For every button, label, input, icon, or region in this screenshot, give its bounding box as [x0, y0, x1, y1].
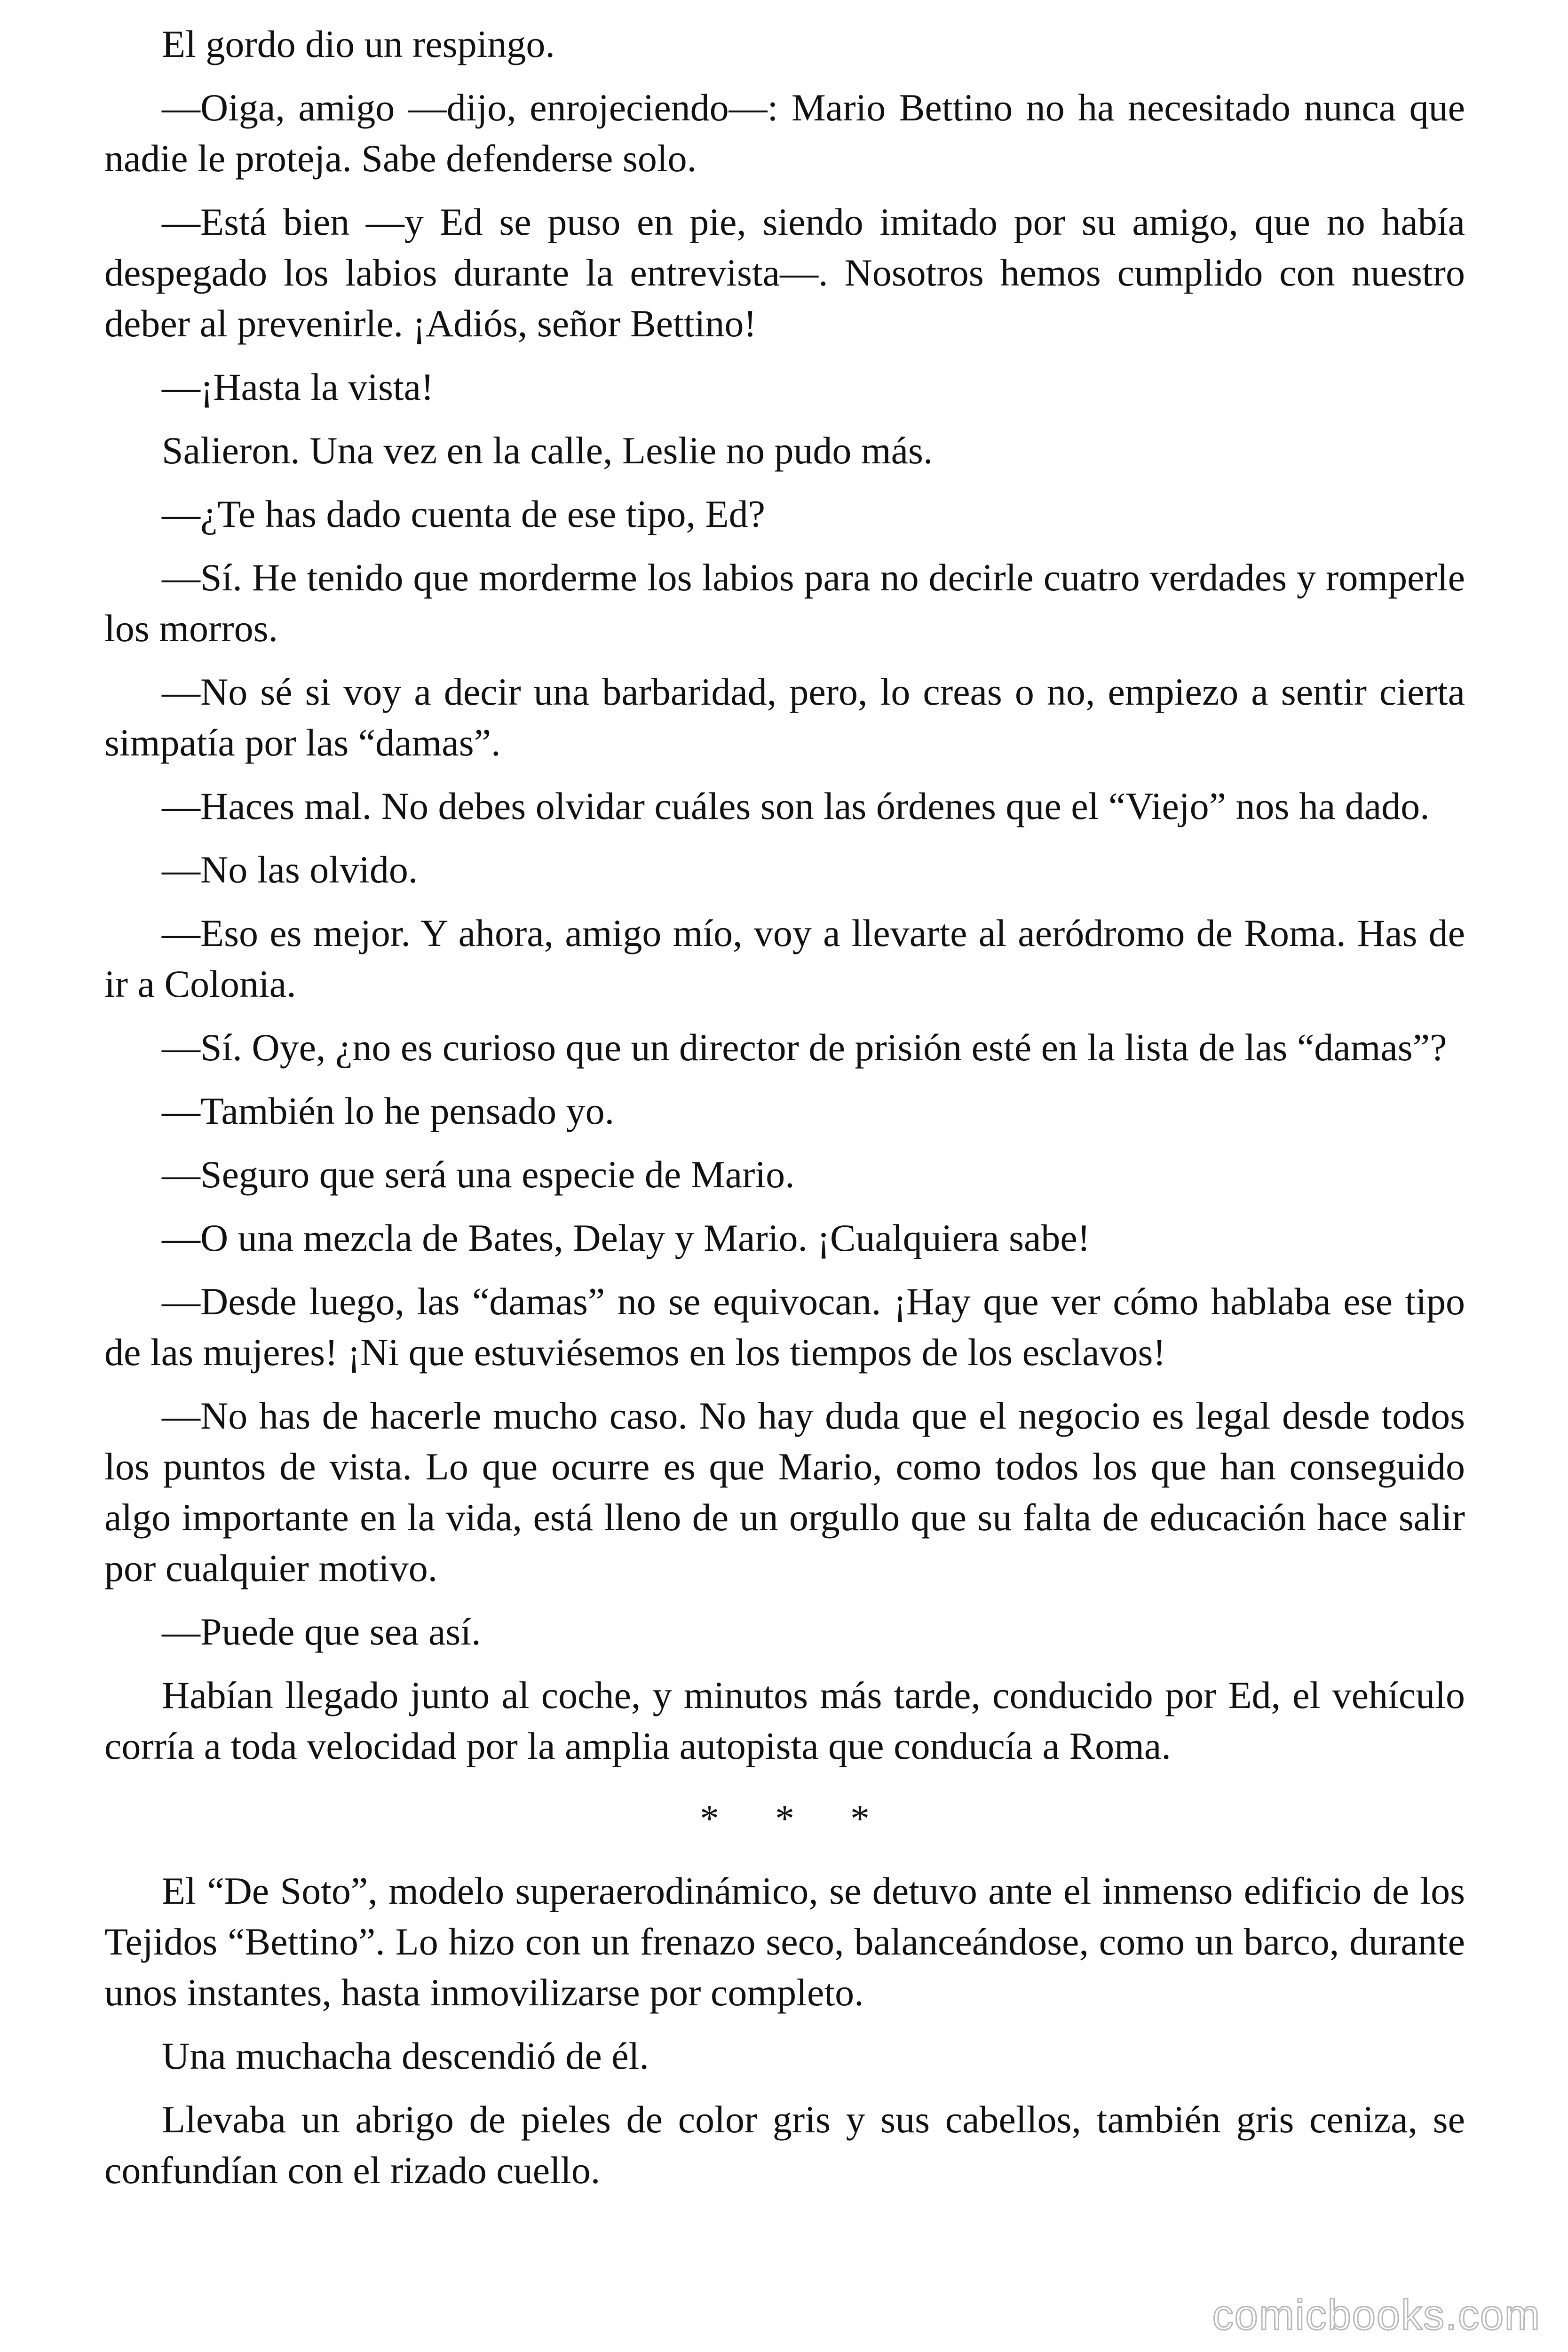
- paragraph: —Desde luego, las “damas” no se equivocan. ¡Hay que ver cómo hablaba ese tipo de las mujeres! ¡Ni que estuviésemos en los tiempos de los esclavos!: [104, 1280, 1465, 1374]
- paragraph: Una muchacha descendió de él.: [162, 2034, 649, 2077]
- paragraph: El “De Soto”, modelo superaerodinámico, se detuvo ante el inmenso edificio de los Tejidos “Bettino”. Lo hizo con un frenazo seco, balanceándose, como un barco, durante unos instantes, hasta inmovilizarse por completo.: [104, 1869, 1465, 2014]
- paragraph: Habían llegado junto al coche, y minutos más tarde, conducido por Ed, el vehículo corría a toda velocidad por la amplia autopista que conducía a Roma.: [104, 1674, 1465, 1767]
- watermark: comicbooks.com: [1212, 2292, 1541, 2339]
- paragraph: —No sé si voy a decir una barbaridad, pero, lo creas o no, empiezo a sentir cierta simpatía por las “damas”.: [104, 670, 1465, 764]
- paragraph: —O una mezcla de Bates, Delay y Mario. ¡Cualquiera sabe!: [162, 1216, 1091, 1259]
- paragraph: El gordo dio un respingo.: [162, 23, 555, 65]
- paragraph: —Seguro que será una especie de Mario.: [162, 1153, 795, 1196]
- section-separator: [104, 1793, 1465, 1844]
- separator-asterisk: *: [775, 1797, 794, 1840]
- paragraph: —Sí. Oye, ¿no es curioso que un director de prisión esté en la lista de las “damas”?: [162, 1026, 1447, 1069]
- paragraph: —No has de hacerle mucho caso. No hay duda que el negocio es legal desde todos los puntos de vista. Lo que ocurre es que Mario, como todos los que han conseguido algo importante en la vida, está lleno de un orgullo que su falta de educación hace salir por cualquier motivo.: [104, 1394, 1465, 1589]
- paragraph: —Oiga, amigo —dijo, enrojeciendo—: Mario Bettino no ha necesitado nunca que nadie le proteja. Sabe defenderse solo.: [104, 86, 1465, 180]
- paragraph: —Eso es mejor. Y ahora, amigo mío, voy a llevarte al aeródromo de Roma. Has de ir a Colonia.: [104, 912, 1465, 1005]
- paragraph: —No las olvido.: [162, 848, 418, 891]
- paragraph: —Haces mal. No debes olvidar cuáles son las órdenes que el “Viejo” nos ha dado.: [162, 785, 1430, 827]
- paragraph: —También lo he pensado yo.: [162, 1089, 615, 1132]
- paragraph: —¿Te has dado cuenta de ese tipo, Ed?: [162, 493, 765, 535]
- paragraph: —Está bien —y Ed se puso en pie, siendo imitado por su amigo, que no había despegado los labios durante la entrevista—. Nosotros hemos cumplido con nuestro deber al prevenirle. ¡Adiós, señor Bettino!: [104, 200, 1465, 345]
- paragraph: —Puede que sea así.: [162, 1610, 481, 1653]
- paragraph: —Sí. He tenido que morderme los labios para no decirle cuatro verdades y romperle los morros.: [104, 556, 1465, 650]
- separator-asterisk: *: [850, 1797, 870, 1840]
- paragraph: Llevaba un abrigo de pieles de color gris y sus cabellos, también gris ceniza, se confundían con el rizado cuello.: [104, 2098, 1465, 2192]
- book-page: [104, 19, 1465, 2209]
- paragraph: Salieron. Una vez en la calle, Leslie no pudo más.: [162, 429, 933, 472]
- paragraph: —¡Hasta la vista!: [162, 366, 434, 408]
- separator-asterisk: *: [700, 1797, 719, 1840]
